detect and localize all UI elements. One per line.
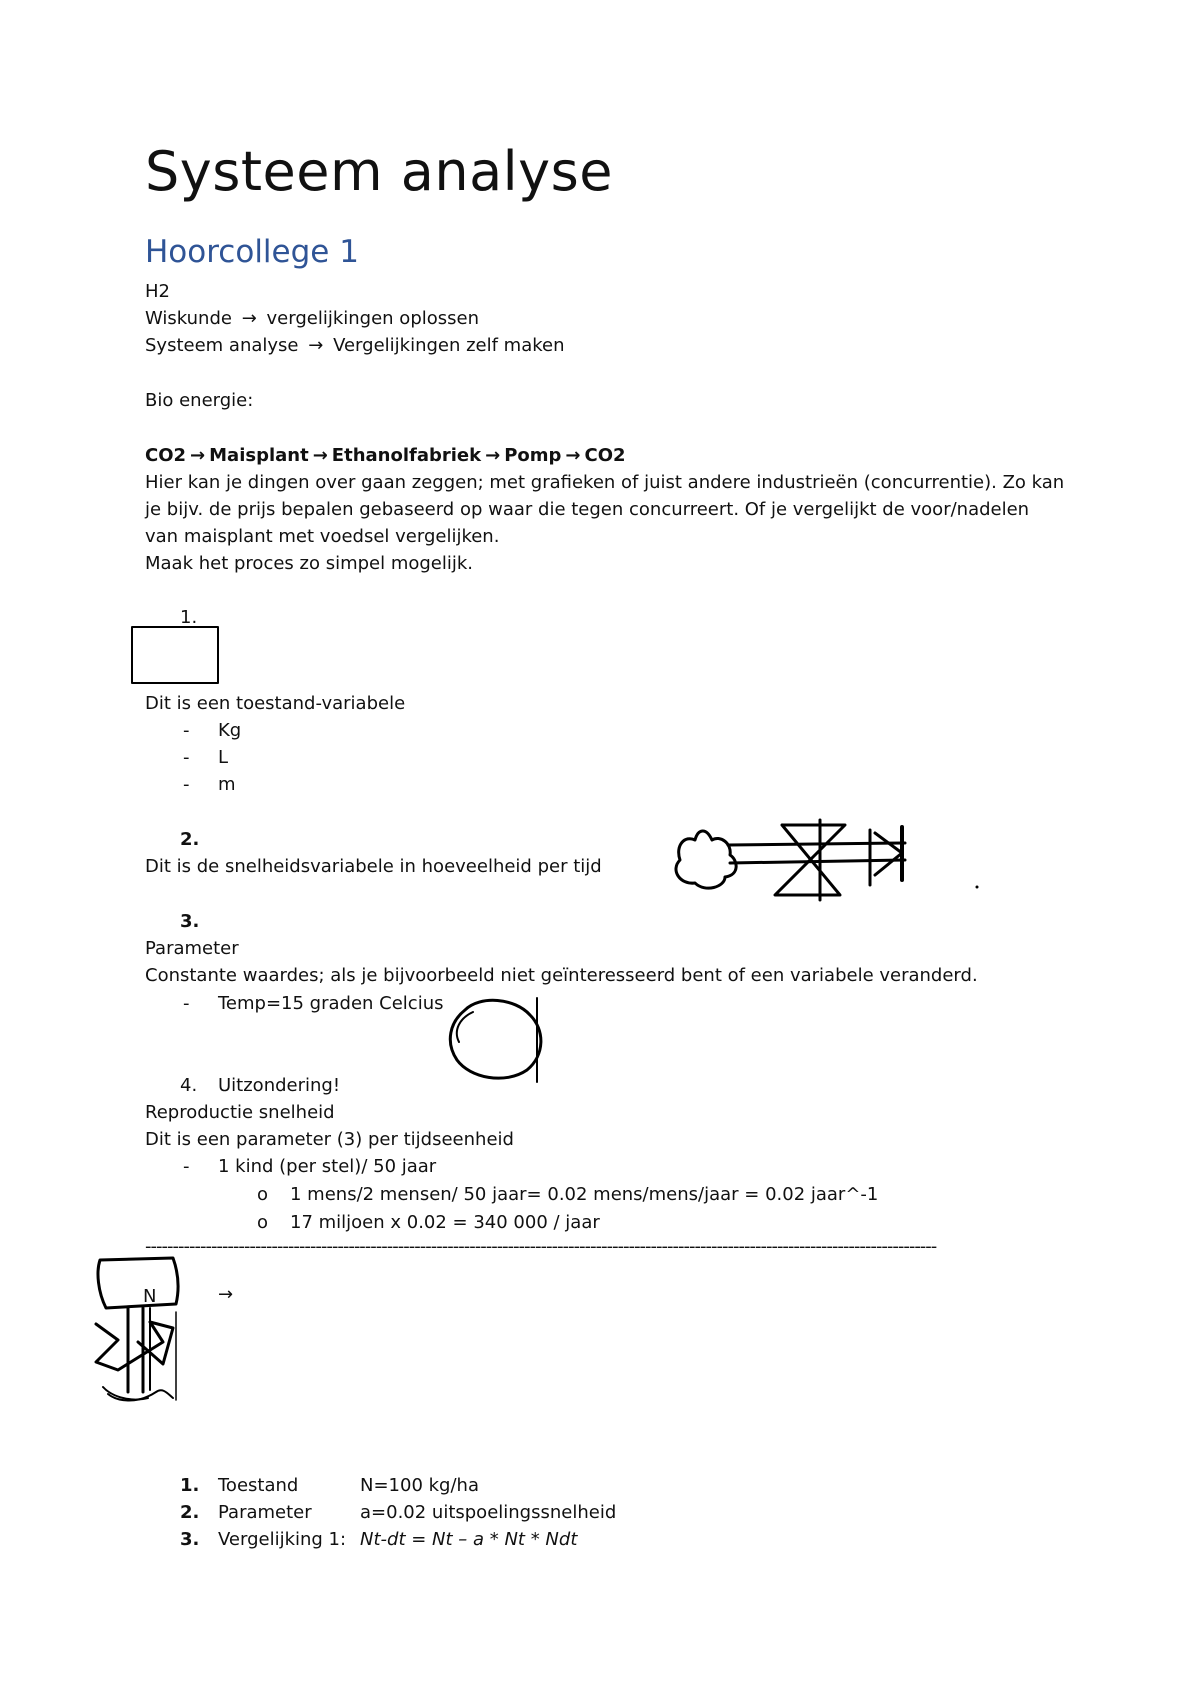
arrow-icon: → bbox=[241, 308, 257, 329]
intro-line-2 bbox=[145, 332, 565, 359]
intro-line-2-a: Systeem analyse bbox=[145, 335, 299, 356]
chain-item: CO2 bbox=[584, 445, 626, 466]
section-3-desc: Constante waardes; als je bijvoorbeeld niet geïnteresseerd bent of een variabele veranderd. bbox=[145, 965, 978, 986]
section-1-number: 1. bbox=[180, 607, 198, 628]
chain-item: Ethanolfabriek bbox=[331, 445, 482, 466]
section-4-line-2: Dit is een parameter (3) per tijdseenheid bbox=[145, 1129, 514, 1150]
section-3-number: 3. bbox=[180, 911, 200, 932]
list-value: Nt-dt = Nt – a * Nt * Ndt bbox=[360, 1529, 578, 1550]
section-heading: Hoorcollege 1 bbox=[145, 234, 359, 270]
list-item: m bbox=[218, 774, 236, 795]
bio-paragraph-line: je bijv. de prijs bepalen gebaseerd op waar die tegen concurreert. Of je vergelijkt de voor/nadelen bbox=[145, 499, 1030, 520]
intro-line-1 bbox=[145, 305, 479, 332]
bio-paragraph-line: Hier kan je dingen over gaan zeggen; met grafieken of juist andere industrieën (concurrentie). Zo kan bbox=[145, 472, 1065, 493]
arrow-icon: → bbox=[218, 1284, 234, 1305]
chain-item: Pomp bbox=[504, 445, 562, 466]
section-4-label: Uitzondering! bbox=[218, 1075, 341, 1096]
bullet-dash: - bbox=[183, 1156, 190, 1177]
stock-n-sketch bbox=[88, 1252, 198, 1412]
section-2-desc: Dit is de snelheidsvariabele in hoeveelheid per tijd bbox=[145, 856, 602, 877]
page-title: Systeem analyse bbox=[145, 140, 613, 203]
bullet-o: o bbox=[257, 1212, 269, 1233]
divider: ------------------------------------------------------------------------------------------------------------------------------------------------ bbox=[145, 1236, 937, 1257]
intro-line-1-a: Wiskunde bbox=[145, 308, 232, 329]
intro-line-1-b: vergelijkingen oplossen bbox=[266, 308, 479, 329]
parameter-circle-sketch bbox=[445, 990, 555, 1085]
section-3-label: Parameter bbox=[145, 938, 239, 959]
section-4-number: 4. bbox=[180, 1075, 198, 1096]
arrow-icon: → bbox=[308, 335, 324, 356]
bio-chain bbox=[145, 442, 626, 469]
section-4-line-1: Reproductie snelheid bbox=[145, 1102, 335, 1123]
bio-label: Bio energie: bbox=[145, 390, 254, 411]
bullet-o: o bbox=[257, 1184, 269, 1205]
list-value: N=100 kg/ha bbox=[360, 1475, 479, 1496]
bullet-dash: - bbox=[183, 747, 190, 768]
bio-paragraph-line: Maak het proces zo simpel mogelijk. bbox=[145, 553, 474, 574]
bio-paragraph-line: van maisplant met voedsel vergelijken. bbox=[145, 526, 500, 547]
intro-h2: H2 bbox=[145, 281, 170, 302]
intro-line-2-b: Vergelijkingen zelf maken bbox=[333, 335, 565, 356]
bullet-dash: - bbox=[183, 720, 190, 741]
state-variable-box-sketch bbox=[130, 625, 222, 687]
list-label: Vergelijking 1: bbox=[218, 1529, 347, 1550]
list-label: Parameter bbox=[218, 1502, 312, 1523]
chain-item: CO2 bbox=[145, 445, 187, 466]
chain-item: Maisplant bbox=[209, 445, 309, 466]
bullet-dash: - bbox=[183, 774, 190, 795]
bullet-dash: - bbox=[183, 993, 190, 1014]
list-number: 2. bbox=[180, 1502, 200, 1523]
list-item: L bbox=[218, 747, 229, 768]
rate-variable-sketch bbox=[670, 815, 990, 905]
stock-n-label: N bbox=[143, 1286, 157, 1307]
list-item: Temp=15 graden Celcius bbox=[218, 993, 444, 1014]
arrow-icon: → bbox=[312, 445, 328, 466]
list-label: Toestand bbox=[218, 1475, 299, 1496]
list-item: Kg bbox=[218, 720, 242, 741]
sub-list-item: 17 miljoen x 0.02 = 340 000 / jaar bbox=[290, 1212, 600, 1233]
sub-list-item: 1 mens/2 mensen/ 50 jaar= 0.02 mens/mens/jaar = 0.02 jaar^-1 bbox=[290, 1184, 879, 1205]
section-2-number: 2. bbox=[180, 829, 200, 850]
list-number: 1. bbox=[180, 1475, 200, 1496]
arrow-icon: → bbox=[190, 445, 206, 466]
section-1-desc: Dit is een toestand-variabele bbox=[145, 693, 406, 714]
list-number: 3. bbox=[180, 1529, 200, 1550]
arrow-icon: → bbox=[485, 445, 501, 466]
list-value: a=0.02 uitspoelingssnelheid bbox=[360, 1502, 617, 1523]
arrow-icon: → bbox=[565, 445, 581, 466]
list-item: 1 kind (per stel)/ 50 jaar bbox=[218, 1156, 437, 1177]
